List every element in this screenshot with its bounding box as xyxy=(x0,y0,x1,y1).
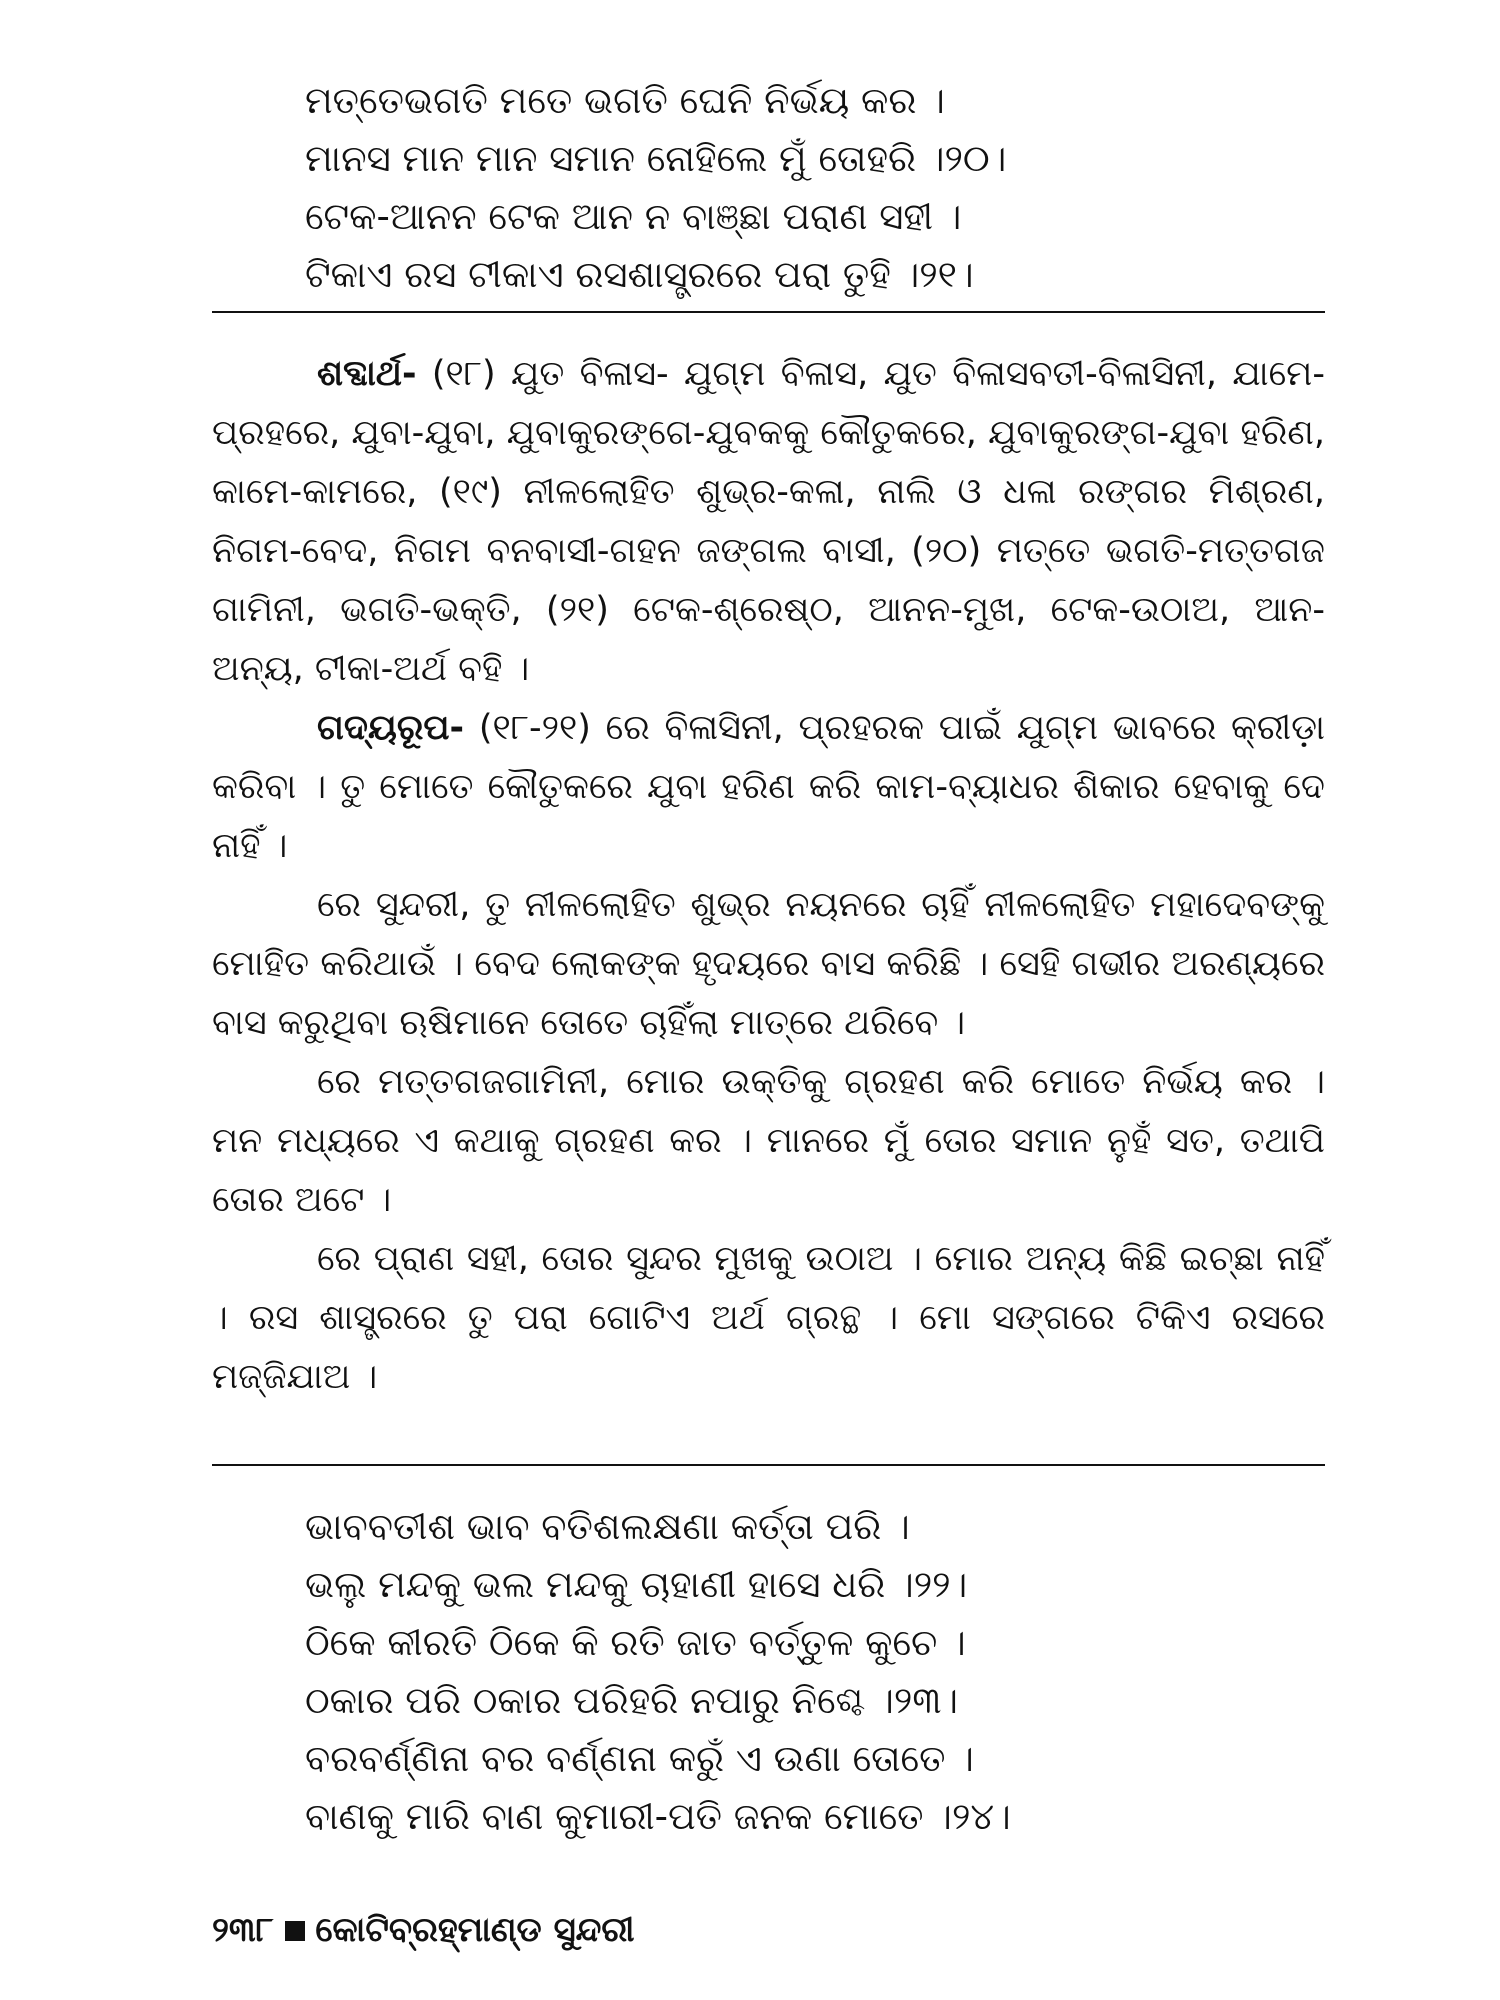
section-divider xyxy=(212,1464,1325,1466)
verse-line: ଭାବବତୀଶ ଭାବ ବତିଶଲକ୍ଷଣା କର୍ତ୍ତା ପରି । xyxy=(305,1505,910,1548)
prose-form-paragraph xyxy=(212,699,1325,876)
verse-block-bottom xyxy=(305,1498,1355,1846)
commentary-section xyxy=(212,345,1325,1407)
verse-block-top xyxy=(305,72,1355,304)
verse-line: ଠକାର ପରି ଠକାର ପରିହରି ନପାରୁ ନିଶ୍ଚେ ।୨୩। xyxy=(305,1679,959,1722)
verse-line: ବରବର୍ଣ୍ଣିନା ବର ବର୍ଣ୍ଣନା କରୁଁ ଏ ଉଣା ତୋତେ । xyxy=(305,1737,974,1780)
prose-form-label: ଗଦ୍ୟରୂପ- xyxy=(317,708,465,748)
section-divider xyxy=(212,311,1325,313)
word-meaning-paragraph xyxy=(212,345,1325,699)
prose-paragraph: ରେ ପ୍ରାଣ ସହୀ, ତୋର ସୁନ୍ଦର ମୁଖକୁ ଉଠାଅ । ମୋର ଅନ୍ୟ କିଛି ଇଚ୍ଛା ନାହିଁ । ରସ ଶାସ୍ତ୍ରରେ ତୁ ପରା ଗୋଟିଏ ଅର୍ଥ ଗ୍ରନ୍ଥ । ମୋ ସଙ୍ଗରେ ଟିକିଏ ରସରେ ମଜ୍ଜିଯାଅ । xyxy=(212,1239,1325,1397)
word-meaning-text: (୧୮) ଯୁତ ବିଳାସ- ଯୁଗ୍ମ ବିଳାସ, ଯୁତ ବିଳାସବତୀ-ବିଳାସିନୀ, ଯାମେ-ପ୍ରହରେ, ଯୁବା-ଯୁବା, ଯୁବାକୁରଙ୍ଗେ-ଯୁବକକୁ କୌତୁକରେ, ଯୁବାକୁରଙ୍ଗ-ଯୁବା ହରିଣ, କାମେ-କାମରେ, (୧୯) ନୀଳଲୋହିତ ଶୁଭ୍ର-କଳା, ନାଲି ଓ ଧଳା ରଙ୍ଗର ମିଶ୍ରଣ, ନିଗମ-ବେଦ, ନିଗମ ବନବାସୀ-ଗହନ ଜଙ୍ଗଲ ବାସୀ, (୨୦) ମତ୍ତେ ଭଗତି-ମତ୍ତଗଜ ଗାମିନୀ, ଭଗତି-ଭକ୍ତି, (୨୧) ଟେକ-ଶ୍ରେଷ୍ଠ, ଆନନ-ମୁଖ, ଟେକ-ଉଠାଅ, ଆନ-ଅନ୍ୟ, ଟୀକା-ଅର୍ଥ ବହି । xyxy=(212,354,1325,689)
verse-line: ଭଲୁ ମନ୍ଦକୁ ଭଲ ମନ୍ଦକୁ ଚାହାଣୀ ହାସେ ଧରି ।୨୨। xyxy=(305,1563,968,1606)
page-number: ୨୩୮ xyxy=(212,1910,274,1950)
prose-form-text: (୧୮-୨୧) ରେ ବିଳାସିନୀ, ପ୍ରହରକ ପାଇଁ ଯୁଗ୍ମ ଭାବରେ କ୍ରୀଡ଼ା କରିବା । ତୁ ମୋତେ କୌତୁକରେ ଯୁବା ହରିଣ କରି କାମ-ବ୍ୟାଧର ଶିକାର ହେବାକୁ ଦେ ନାହିଁ । xyxy=(212,708,1325,866)
verse-line: ମାନସ ମାନ ମାନ ସମାନ ନୋହିଲେ ମୁଁ ତୋହରି ।୨୦। xyxy=(305,137,1007,180)
verse-line: ଟିକାଏ ରସ ଟୀକାଏ ରସଶାସ୍ତ୍ରରେ ପରା ତୁହି ।୨୧। xyxy=(305,253,974,296)
square-bullet-icon xyxy=(285,1921,305,1941)
verse-line: ବାଣକୁ ମାରି ବାଣ କୁମାରୀ-ପତି ଜନକ ମୋତେ ।୨୪। xyxy=(305,1795,1011,1838)
prose-paragraph: ରେ ସୁନ୍ଦରୀ, ତୁ ନୀଳଲୋହିତ ଶୁଭ୍ର ନୟନରେ ଚାହିଁ ନୀଳଲୋହିତ ମହାଦେବଙ୍କୁ ମୋହିତ କରିଥାଉଁ । ବେଦ ଲୋକଙ୍କ ହୃଦୟରେ ବାସ କରିଛି । ସେହି ଗଭୀର ଅରଣ୍ୟରେ ବାସ କରୁଥିବା ଋଷିମାନେ ତୋତେ ଚାହିଁଲା ମାତ୍ରେ ଥରିବେ । xyxy=(212,885,1325,1043)
verse-line: ଟେକ-ଆନନ ଟେକ ଆନ ନ ବାଞ୍ଛା ପରାଣ ସହୀ । xyxy=(305,195,962,238)
word-meaning-label: ଶବ୍ଦାର୍ଥ- xyxy=(317,354,417,394)
page-footer xyxy=(212,1908,635,1952)
prose-paragraph: ରେ ମତ୍ତଗଜଗାମିନୀ, ମୋର ଉକ୍ତିକୁ ଗ୍ରହଣ କରି ମୋତେ ନିର୍ଭୟ କର । ମନ ମଧ୍ୟରେ ଏ କଥାକୁ ଗ୍ରହଣ କର । ମାନରେ ମୁଁ ତୋର ସମାନ ନୁହଁ ସତ, ତଥାପି ତୋର ଅଟେ । xyxy=(212,1062,1325,1220)
book-title: କୋଟିବ୍ରହ୍ମାଣ୍ଡ ସୁନ୍ଦରୀ xyxy=(315,1910,635,1950)
verse-line: ଠିକେ କୀରତି ଠିକେ କି ରତି ଜାତ ବର୍ତ୍ତୁଳ କୁଚେ । xyxy=(305,1621,966,1664)
verse-line: ମତ୍ତେଭଗତି ମତେ ଭଗତି ଘେନି ନିର୍ଭୟ କର । xyxy=(305,79,945,122)
